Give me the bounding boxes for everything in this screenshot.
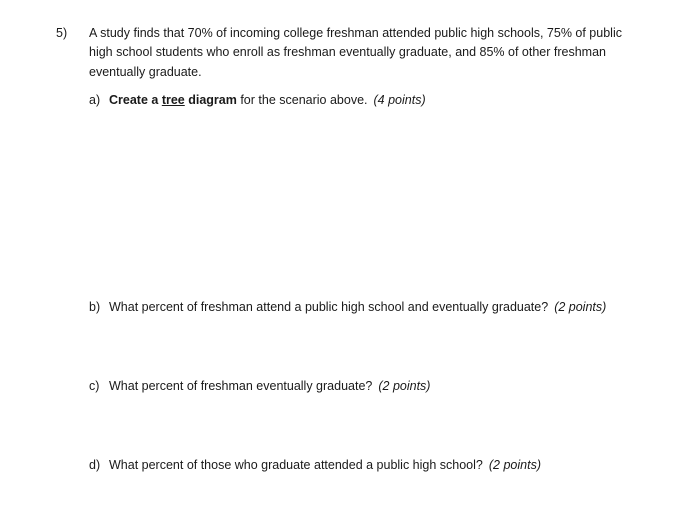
- part-c: [89, 377, 430, 395]
- part-a-bold-prefix: Create a: [109, 93, 162, 107]
- part-d-points: (2 points): [488, 458, 541, 472]
- part-d-letter: d): [89, 458, 101, 472]
- part-b: [89, 298, 606, 316]
- part-b-points: (2 points): [554, 300, 607, 314]
- part-b-letter: b): [89, 300, 101, 314]
- part-d-text: What percent of those who graduate attended a public high school?: [109, 458, 483, 472]
- question-number: 5): [56, 26, 68, 40]
- question-stem-line-2: high school students who enroll as freshman eventually graduate, and 85% of other freshman: [89, 45, 606, 59]
- part-a-bold-suffix: diagram: [184, 93, 237, 107]
- part-b-text: What percent of freshman attend a public high school and eventually graduate?: [109, 300, 549, 314]
- part-a-tree-word: tree: [161, 93, 185, 107]
- part-a-points: (4 points): [373, 93, 426, 107]
- question-stem-line-1: A study finds that 70% of incoming college freshman attended public high schools, 75% of public: [89, 26, 622, 40]
- part-d: [89, 456, 541, 474]
- part-a-letter: a): [89, 93, 101, 107]
- question-stem-line-3: eventually graduate.: [89, 65, 202, 79]
- part-c-points: (2 points): [378, 379, 431, 393]
- part-c-letter: c): [89, 379, 100, 393]
- part-a-text: for the scenario above.: [236, 93, 368, 107]
- part-a: [89, 91, 426, 109]
- part-c-text: What percent of freshman eventually graduate?: [109, 379, 373, 393]
